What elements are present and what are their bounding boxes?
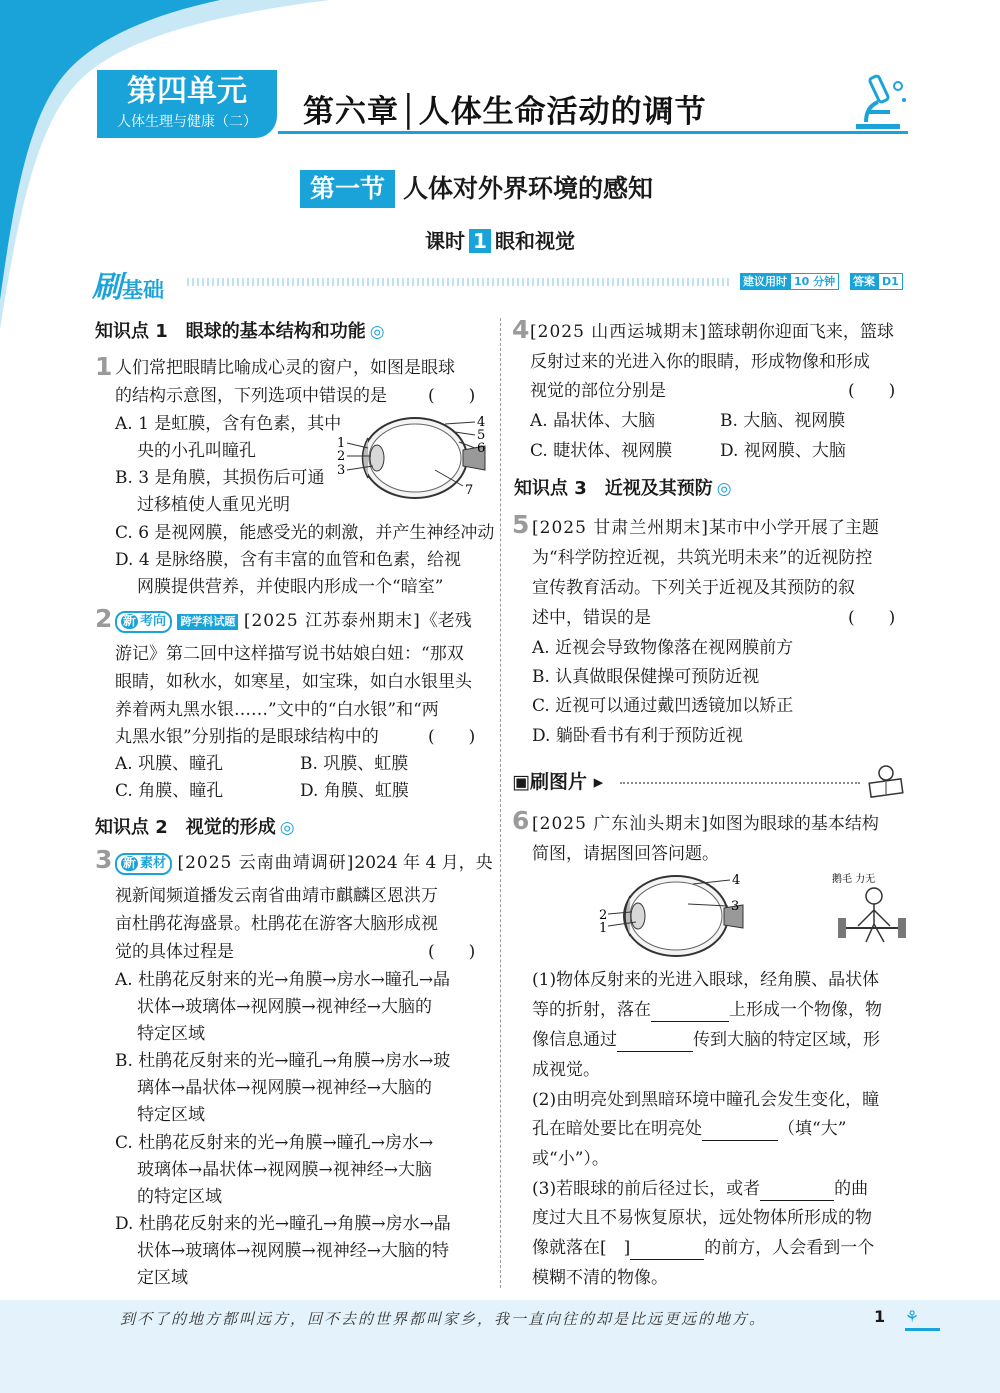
eyeball-diagram-q6 [598, 870, 748, 965]
q1-number: 1 [95, 352, 113, 381]
q1-label-4: 4 [477, 415, 486, 430]
q6-p1-text: 传到大脑的特定区域，形 [693, 1030, 880, 1050]
dotted-leader [620, 782, 860, 784]
time-label: 建议用时 [740, 273, 790, 290]
q2-answer-paren: ( ) [428, 727, 476, 747]
kp2-text: 知识点 2 视觉的形成 [95, 817, 276, 838]
q6-p1-line: (1)物体反射来的光进入眼球，经角膜、晶状体 [532, 970, 880, 990]
q5-number: 5 [512, 510, 530, 539]
q3-stem-line: 亩杜鹃花海盛景。杜鹃花在游客大脑形成视 [115, 914, 438, 934]
q1-label-1: 1 [337, 436, 346, 451]
q3-option-d-cont: 状体→玻璃体→视网膜→视神经→大脑的特 [137, 1241, 449, 1261]
target-icon: ◎ [369, 322, 385, 342]
q2-stem-line: 游记》第二回中这样描写说书姑娘白妞：“那双 [115, 644, 464, 664]
q1-option-d-cont: 网膜提供营养，并使眼内形成一个“暗室” [137, 577, 444, 597]
q2-option-d: D. 角膜、虹膜 [300, 781, 409, 801]
q6-p3-line [532, 1177, 868, 1201]
q6-p1-line [532, 1028, 880, 1052]
q6-p1-text: 像信息通过 [532, 1030, 617, 1050]
knowledge-point-3 [514, 476, 732, 502]
q6-p3-text: 的曲 [834, 1179, 869, 1199]
knowledge-point-1 [95, 319, 385, 345]
practice-header-bar [92, 262, 907, 305]
q3-number: 3 [95, 845, 113, 874]
q2-stem-line: 眼睛，如秋水，如寒星，如宝珠，如白水银里头 [115, 672, 472, 692]
q2-option-c: C. 角膜、瞳孔 [115, 781, 224, 801]
cross-subject-tag: 跨学科试题 [177, 614, 238, 630]
q5-option-a: A. 近视会导致物像落在视网膜前方 [532, 638, 794, 658]
badge-text: 素材 [140, 855, 167, 871]
q1-label-6: 6 [477, 441, 486, 456]
new-mark: 新 [123, 855, 137, 871]
blank-retina-front[interactable] [630, 1241, 704, 1260]
practice-title-small: 基础 [122, 278, 164, 302]
q1-option-b-cont: 过移植使人重见光明 [137, 495, 290, 515]
q1-stem-line: 人们常把眼睛比喻成心灵的窗户，如图是眼球 [115, 358, 455, 378]
q5-stem-start: 某市中小学开展了主题 [708, 518, 879, 538]
unit-subtitle: 人体生理与健康（二） [117, 114, 257, 130]
q6-p1-text: 等的折射，落在 [532, 1000, 651, 1020]
section-number: 第一节 [300, 170, 395, 208]
q3-option-a-cont: 状体→玻璃体→视网膜→视神经→大脑的 [137, 997, 432, 1017]
q5-option-b: B. 认真做眼保健操可预防近视 [532, 667, 760, 687]
q4-stem-line: 视觉的部位分别是 [530, 381, 666, 401]
q5-answer-paren: ( ) [848, 608, 896, 628]
q6-p2-line: 或“小”）。 [532, 1149, 609, 1169]
q4-stem-start: 篮球朝你迎面飞来，篮球 [706, 322, 894, 342]
q1-option-c: C. 6 是视网膜，能感受光的刺激，并产生神经冲动 [115, 523, 495, 543]
practice-diagram-header [512, 767, 907, 797]
q2-option-a: A. 巩膜、瞳孔 [115, 754, 224, 774]
q2-option-b: B. 巩膜、虹膜 [300, 754, 409, 774]
lesson-title [0, 225, 1000, 254]
q2-first-line [115, 609, 472, 633]
q3-option-d-cont: 定区域 [137, 1268, 188, 1288]
q3-option-c-cont: 玻璃体→晶状体→视网膜→视神经→大脑 [137, 1160, 432, 1180]
picture-icon: ▣ [512, 771, 530, 793]
new-material-badge [115, 853, 172, 875]
q3-option-c-cont: 的特定区域 [137, 1187, 222, 1207]
answer-tag [850, 273, 903, 290]
q5-first-line [532, 516, 879, 540]
q6-p1-line: 成视觉。 [532, 1060, 600, 1080]
new-exam-badge [115, 611, 172, 633]
q4-number: 4 [512, 315, 530, 344]
q6-p2-text: 孔在暗处要比在明亮处 [532, 1119, 702, 1139]
q1-option-b: B. 3 是角膜，其损伤后可通 [115, 468, 325, 488]
q4-option-b: B. 大脑、视网膜 [720, 411, 846, 431]
dotted-rule [187, 278, 732, 286]
chapter-title: 第六章│人体生命活动的调节 [303, 94, 707, 130]
q5-option-d: D. 躺卧看书有利于预防近视 [532, 726, 743, 746]
q5-stem-line: 为“科学防控近视，共筑光明未来”的近视防控 [532, 548, 873, 568]
blank-retina[interactable] [651, 1003, 729, 1022]
q6-stem-start: 如图为眼球的基本结构 [708, 814, 879, 834]
q6-label-1: 1 [599, 921, 608, 936]
q5-stem-line: 宣传教育活动。下列关于近视及其预防的叙 [532, 578, 855, 598]
blank-pupil-size[interactable] [702, 1122, 778, 1141]
weightlifter-cartoon [830, 868, 910, 946]
q6-source: [2025 广东汕头期末] [532, 814, 709, 834]
q3-stem-line: 觉的具体过程是 [115, 942, 234, 962]
q4-option-a: A. 晶状体、大脑 [530, 411, 656, 431]
q6-p2-line: (2)由明亮处到黑暗环境中瞳孔会发生变化，瞳 [532, 1090, 880, 1110]
time-value: 10 分钟 [790, 273, 839, 290]
cartoon-caption: 鹅毛 力无 [832, 874, 876, 885]
q6-p3-line: 度过大且不易恢复原状，远处物体所形成的物 [532, 1208, 872, 1228]
q2-stem-line: 养着两丸黑水银……”文中的“白水银”和“两 [115, 700, 439, 720]
practice-title [92, 262, 164, 306]
target-icon: ◎ [279, 818, 295, 838]
blank-lens[interactable] [760, 1182, 834, 1201]
q4-answer-paren: ( ) [848, 381, 896, 401]
new-mark: 新 [123, 613, 137, 629]
q4-first-line [530, 320, 894, 344]
q1-label-7: 7 [465, 483, 474, 498]
q3-option-a: A. 杜鹃花反射来的光→角膜→房水→瞳孔→晶 [115, 970, 451, 990]
reading-person-icon [864, 761, 908, 799]
q6-p3-text: 像就落在[ ] [532, 1238, 631, 1258]
section-name: 人体对外界环境的感知 [403, 174, 654, 203]
q6-number: 6 [512, 806, 530, 835]
q6-p3-line [532, 1236, 874, 1260]
q3-option-b-cont: 特定区域 [137, 1105, 205, 1125]
q6-p2-text: （填“大” [778, 1119, 847, 1139]
q6-p1-line [532, 998, 882, 1022]
q4-source: [2025 山西运城期末] [530, 322, 707, 342]
chapter-underline [278, 131, 908, 134]
lesson-prefix: 课时 [425, 229, 465, 253]
q4-stem-line: 反射过来的光进入你的眼睛，形成物像和形成 [530, 352, 870, 372]
q1-answer-paren: ( ) [428, 386, 476, 406]
q3-option-c: C. 杜鹃花反射来的光→角膜→瞳孔→房水→ [115, 1133, 434, 1153]
q6-p3-line: 模糊不清的物像。 [532, 1268, 668, 1288]
q6-p3-text: (3)若眼球的前后径过长，或者 [532, 1179, 761, 1199]
q3-option-b-cont: 璃体→晶状体→视网膜→视神经→大脑的 [137, 1078, 432, 1098]
q3-stem-line: 视新闻频道播发云南省曲靖市麒麟区恩洪万 [115, 886, 438, 906]
q6-label-2: 2 [599, 908, 608, 923]
q1-option-a: A. 1 是虹膜，含有色素，其中 [115, 414, 342, 434]
answer-label: 答案 [850, 273, 878, 290]
q1-label-2: 2 [337, 449, 346, 464]
q3-option-b: B. 杜鹃花反射来的光→瞳孔→角膜→房水→玻 [115, 1051, 451, 1071]
q6-stem-line: 简图，请据图回答问题。 [532, 844, 719, 864]
q6-label-3: 3 [731, 899, 740, 914]
q2-stem-line: 丸黑水银”分别指的是眼球结构中的 [115, 727, 379, 747]
practice-diagram-title: ▣刷图片 ▸ [512, 771, 604, 793]
q1-stem-line: 的结构示意图，下列选项中错误的是 [115, 386, 387, 406]
q6-p2-line [532, 1117, 846, 1141]
q5-option-c: C. 近视可以通过戴凹透镜加以矫正 [532, 696, 794, 716]
footer-quote: 到不了的地方都叫远方，回不去的世界都叫家乡，我一直向往的却是比远更远的地方。 [120, 1310, 767, 1328]
sprout-icon: ⚘ [904, 1307, 920, 1326]
eyeball-diagram-q1 [335, 410, 495, 510]
q2-stem-start: 《老残 [420, 611, 472, 631]
q3-stem-start: 2024 年 4 月，央 [354, 853, 493, 873]
kp3-text: 知识点 3 近视及其预防 [514, 478, 713, 499]
q6-label-4: 4 [732, 873, 741, 888]
practice-title-big: 刷 [92, 270, 122, 305]
q1-option-d: D. 4 是脉络膜，含有丰富的血管和色素，给视 [115, 550, 462, 570]
q4-option-c: C. 睫状体、视网膜 [530, 441, 673, 461]
target-icon: ◎ [716, 479, 732, 499]
time-tag [740, 273, 839, 290]
q5-stem-line: 述中，错误的是 [532, 608, 651, 628]
page-number: 1 [874, 1307, 886, 1326]
q1-label-5: 5 [477, 428, 486, 443]
lesson-name: 眼和视觉 [495, 229, 575, 253]
microscope-icon [848, 72, 910, 134]
q6-p1-text: 上形成一个物像，物 [729, 1000, 882, 1020]
page-number-underline [905, 1328, 940, 1331]
lesson-number: 1 [469, 229, 491, 253]
page-number-block [874, 1304, 934, 1330]
q4-option-d: D. 视网膜、大脑 [720, 441, 846, 461]
page-footer [0, 1300, 1000, 1393]
section-title [300, 170, 653, 210]
badge-text: 考向 [140, 613, 167, 629]
knowledge-point-2 [95, 815, 295, 841]
q2-number: 2 [95, 604, 113, 633]
unit-title: 第四单元 [127, 74, 247, 109]
q3-answer-paren: ( ) [428, 942, 476, 962]
unit-badge [97, 70, 277, 138]
q3-source: [2025 云南曲靖调研] [177, 853, 355, 873]
blank-optic-nerve[interactable] [617, 1033, 693, 1052]
q3-option-a-cont: 特定区域 [137, 1024, 205, 1044]
q6-p3-text: 的前方，人会看到一个 [704, 1238, 875, 1258]
q3-option-d: D. 杜鹃花反射来的光→瞳孔→角膜→房水→晶 [115, 1214, 451, 1234]
answer-page: D1 [878, 273, 903, 290]
q3-first-line [115, 851, 493, 875]
q1-label-3: 3 [337, 463, 346, 478]
q1-option-a-cont: 央的小孔叫瞳孔 [137, 441, 256, 461]
q6-first-line [532, 812, 879, 836]
q2-source: [2025 江苏泰州期末] [243, 611, 421, 631]
column-divider [500, 318, 501, 1288]
practice-diagram-text: 刷图片 [529, 771, 587, 793]
q5-source: [2025 甘肃兰州期末] [532, 518, 709, 538]
kp1-text: 知识点 1 眼球的基本结构和功能 [95, 321, 366, 342]
